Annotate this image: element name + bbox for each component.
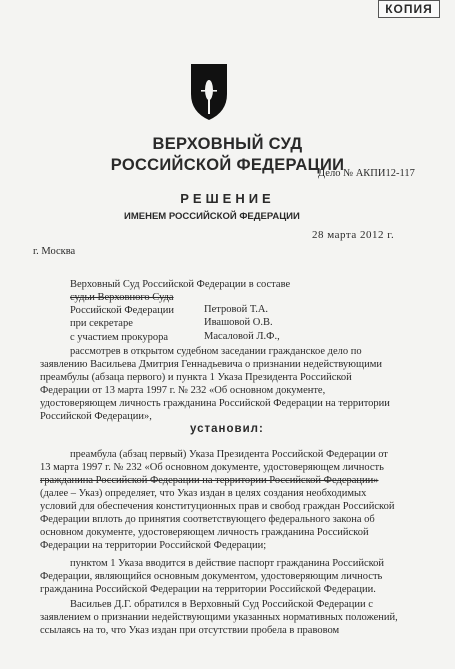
intro-line: рассмотрев в открытом судебном заседании гражданское дело по	[70, 346, 362, 357]
secretary-name: Ивашовой О.В.	[204, 317, 273, 328]
body-line: Васильев Д.Г. обратился в Верховный Суд Российской Федерации с	[70, 599, 373, 610]
coat-of-arms-emblem	[186, 60, 232, 122]
intro-line: заявлению Васильева Дмитрия Геннадьевича о признании недействующими	[40, 359, 382, 370]
court-name-line-1: ВЕРХОВНЫЙ СУД	[152, 135, 303, 153]
body-line: заявлением о признании недействующими указанных нормативных положений,	[40, 612, 398, 623]
composition-line-4: при секретаре	[70, 318, 133, 329]
body-line: ссылаясь на то, что Указ издан при отсутствии пробела в правовом	[40, 625, 340, 636]
intro-line: Федерации от 13 марта 1997 г. № 232 «Об основном документе,	[40, 385, 326, 396]
intro-line: удостоверяющем личность гражданина Российской Федерации на территории	[40, 398, 390, 409]
body-line: 13 марта 1997 г. № 232 «Об основном документе, удостоверяющем личность	[40, 462, 384, 473]
body-line: Федерации вплоть до принятия соответствующего федерального закона об	[40, 514, 375, 525]
body-line: Федерации, являющийся основным документом, удостоверяющим личность	[40, 571, 383, 582]
case-number: Дело № АКПИ12-117	[318, 168, 415, 179]
body-line: гражданина Российской Федерации на территории Российской Федерации»	[40, 475, 379, 486]
body-line: основном документе, удостоверяющем личность гражданина Российской	[40, 527, 369, 538]
intro-line: Российской Федерации»,	[40, 411, 152, 422]
established-heading: установил:	[190, 423, 264, 435]
decision-date: 28 марта 2012 г.	[312, 229, 395, 241]
prosecutor-name: Масаловой Л.Ф.,	[204, 331, 280, 342]
judge-name: Петровой Т.А.	[204, 304, 269, 315]
city: г. Москва	[33, 246, 76, 257]
body-line: преамбула (абзац первый) Указа Президента Российской Федерации от	[70, 449, 388, 460]
body-line: условий для обеспечения конституционных прав и свобод граждан Российской	[40, 501, 395, 512]
court-name-line-2: РОССИЙСКОЙ ФЕДЕРАЦИИ	[110, 156, 345, 174]
copy-stamp: КОПИЯ	[378, 0, 440, 18]
composition-line-3: Российской Федерации	[70, 305, 174, 316]
in-the-name-line: ИМЕНЕМ РОССИЙСКОЙ ФЕДЕРАЦИИ	[124, 211, 300, 222]
intro-line: преамбулы (абзаца первого) и пункта 1 Указа Президента Российской	[40, 372, 352, 383]
composition-line-5: с участием прокурора	[70, 332, 169, 343]
body-line: Федерации на территории Российской Федерации;	[40, 540, 267, 551]
composition-line-2: судьи Верховного Суда	[70, 292, 174, 303]
body-line: пунктом 1 Указа вводится в действие паспорт гражданина Российской	[70, 558, 385, 569]
body-line: гражданина Российской Федерации на территории Российской Федерации.	[40, 584, 376, 595]
composition-line-1: Верховный Суд Российской Федерации в составе	[70, 279, 291, 290]
body-line: (далее – Указ) определяет, что Указ издан в целях создания необходимых	[40, 488, 367, 499]
decision-title: РЕШЕНИЕ	[180, 191, 275, 206]
